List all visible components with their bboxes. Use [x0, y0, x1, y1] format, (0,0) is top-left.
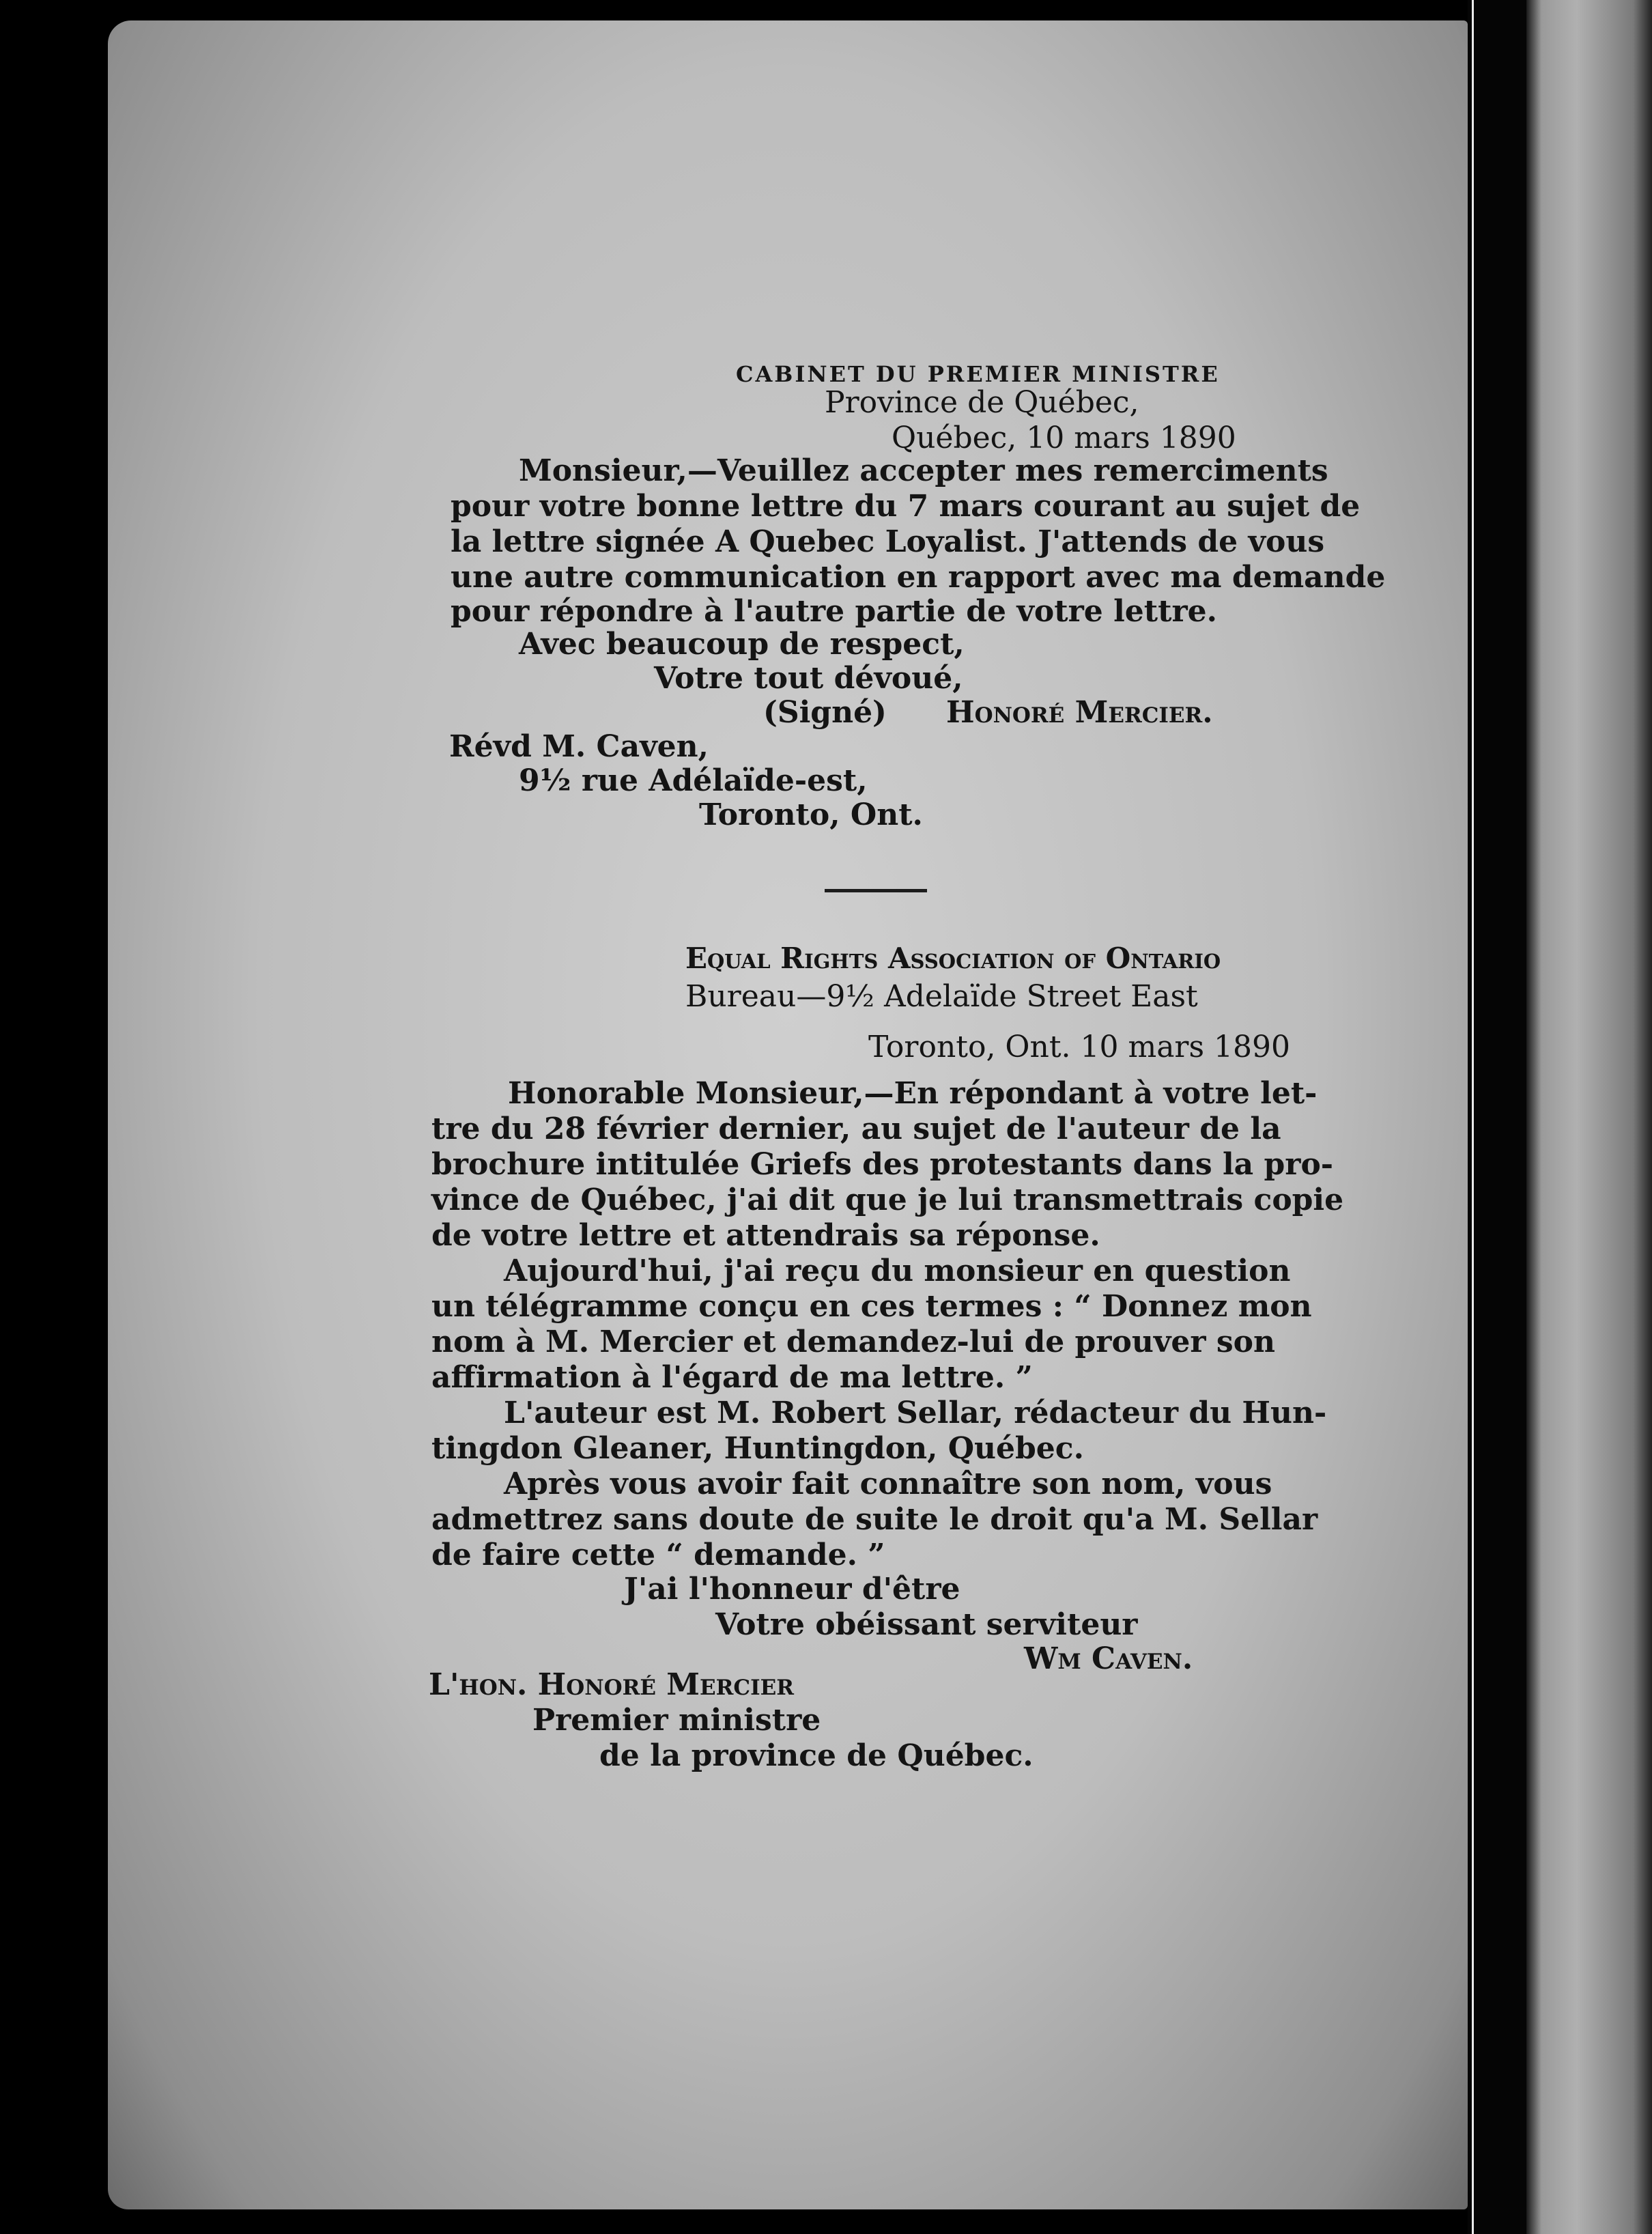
letter2-body-line: L'auteur est M. Robert Sellar, rédacteur du Hun- — [504, 1396, 1327, 1430]
section-divider — [825, 889, 927, 892]
letter2-recipient-province: de la province de Québec. — [599, 1738, 1034, 1773]
letter2-signature: Wm Caven. — [1024, 1641, 1193, 1676]
letter2-body-line: brochure intitulée Griefs des protestants dans la pro- — [431, 1147, 1334, 1182]
letter2-recipient-title: Premier ministre — [532, 1703, 821, 1738]
letter2-closing2: Votre obéissant serviteur — [715, 1607, 1138, 1642]
letter2-body-line: de votre lettre et attendrais sa réponse. — [431, 1218, 1100, 1253]
letter2-body-line: nom à M. Mercier et demandez-lui de prouver son — [431, 1325, 1275, 1359]
letter2-body-line: tre du 28 février dernier, au sujet de l'auteur de la — [431, 1112, 1281, 1146]
letter2-body-line: tingdon Gleaner, Huntingdon, Québec. — [431, 1431, 1084, 1466]
letter1-recipient-name: Révd M. Caven, — [449, 729, 709, 764]
letter1-place-date: Québec, 10 mars 1890 — [892, 421, 1236, 455]
letter2-body-line: Après vous avoir fait connaître son nom, vous — [504, 1467, 1272, 1501]
letter2-body-line: de faire cette “ demande. ” — [431, 1538, 885, 1572]
letter2-closing: J'ai l'honneur d'être — [624, 1572, 960, 1607]
letter1-closing: Avec beaucoup de respect, — [519, 627, 965, 662]
letter1-closing2: Votre tout dévoué, — [654, 661, 963, 696]
letter1-body-line: pour votre bonne lettre du 7 mars courant au sujet de — [451, 489, 1361, 524]
letter1-heading: CABINET DU PREMIER MINISTRE — [736, 361, 1220, 387]
letter2-body-line: Aujourd'hui, j'ai reçu du monsieur en question — [504, 1254, 1291, 1288]
letter1-body-line: une autre communication en rapport avec ma demande — [451, 560, 1386, 595]
adjacent-page-edge — [1526, 0, 1652, 2234]
letter1-signed-label: (Signé) — [763, 695, 887, 730]
letter1-signature: Honoré Mercier. — [946, 695, 1213, 730]
letter1-recipient-city: Toronto, Ont. — [699, 797, 923, 832]
letter2-office: Bureau—9½ Adelaïde Street East — [685, 979, 1198, 1014]
letter1-body-line: Monsieur,—Veuillez accepter mes remerciments — [519, 453, 1328, 488]
letter2-recipient-name: L'hon. Honoré Mercier — [429, 1667, 794, 1702]
letter2-body-line: Honorable Monsieur,—En répondant à votre let- — [508, 1076, 1318, 1111]
letter1-body-line: pour répondre à l'autre partie de votre lettre. — [451, 594, 1217, 629]
letter2-body-line: un télégramme conçu en ces termes : “ Donnez mon — [431, 1289, 1312, 1324]
letter1-body-line: la lettre signée A Quebec Loyalist. J'attends de vous — [451, 524, 1325, 559]
page-gutter-line — [1472, 0, 1474, 2234]
letter2-heading: Equal Rights Association of Ontario — [685, 942, 1221, 975]
letter2-body-line: vince de Québec, j'ai dit que je lui transmettrais copie — [431, 1183, 1344, 1217]
letter2-body-line: affirmation à l'égard de ma lettre. ” — [431, 1360, 1033, 1395]
page-gutter — [1468, 0, 1526, 2234]
letter2-place-date: Toronto, Ont. 10 mars 1890 — [868, 1030, 1290, 1064]
letter2-body-line: admettrez sans doute de suite le droit qu'a M. Sellar — [431, 1502, 1318, 1537]
letter1-province: Province de Québec, — [825, 385, 1139, 420]
letter1-recipient-street: 9½ rue Adélaïde-est, — [519, 763, 868, 798]
